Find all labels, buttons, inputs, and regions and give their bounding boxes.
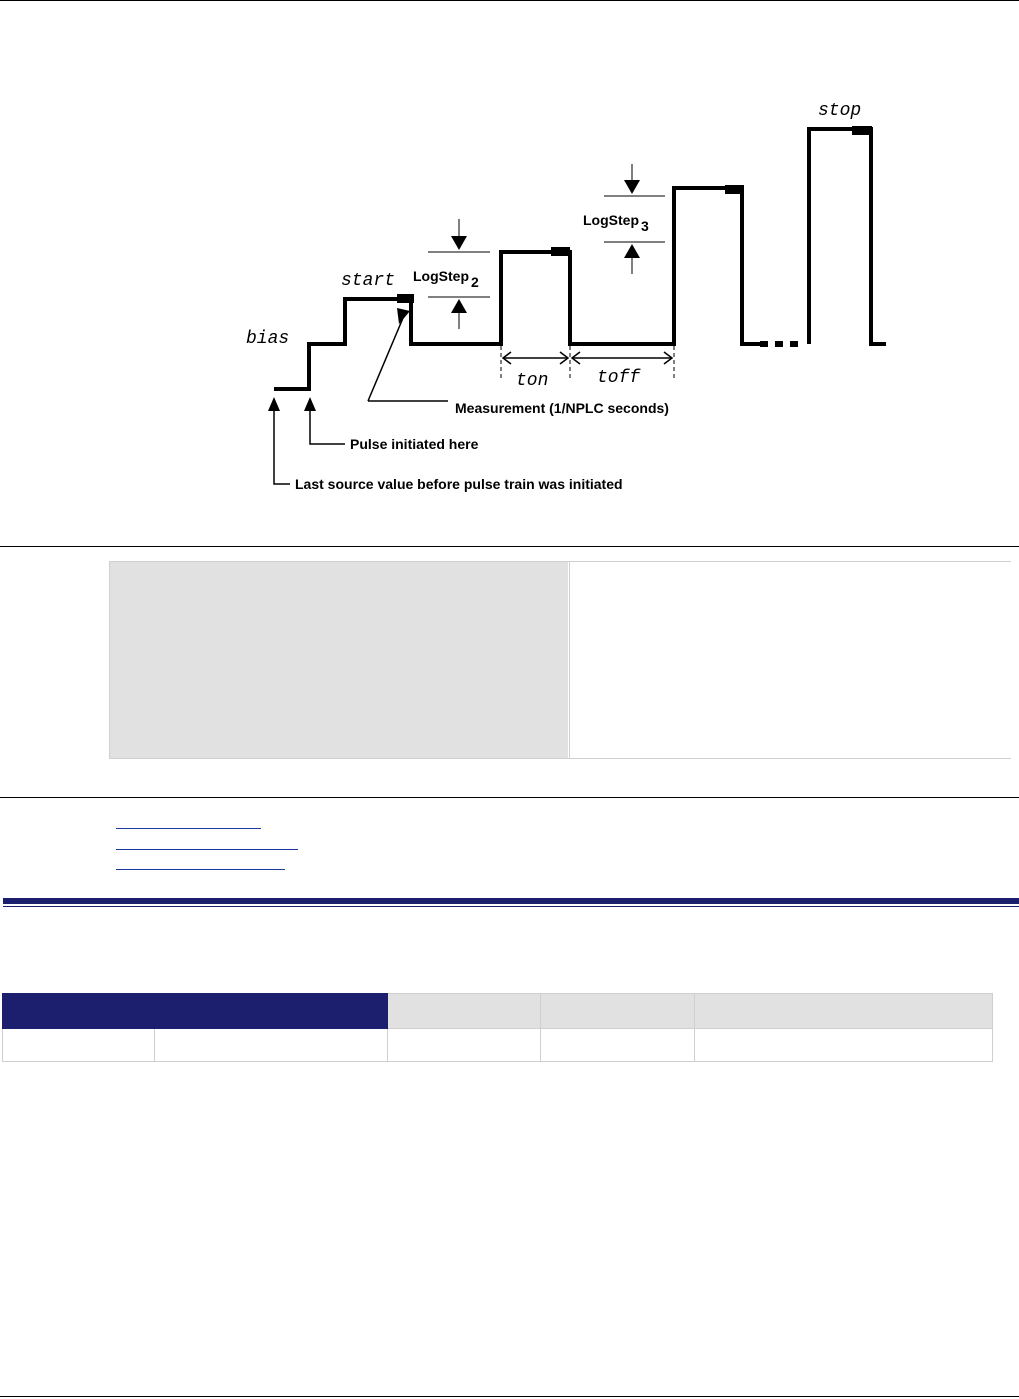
attributes-table (2, 993, 993, 1062)
arrow-down-icon (624, 180, 640, 194)
measurement-block-4 (852, 126, 872, 135)
also-see-link-2[interactable] (116, 849, 298, 850)
measurement-leader (368, 318, 403, 401)
table-cell (155, 1029, 388, 1062)
table-header-cell (155, 994, 388, 1029)
heading-rule (3, 898, 1019, 904)
footer-rule (0, 1396, 1019, 1397)
pulse-initiated-callout: Pulse initiated here (350, 436, 479, 452)
example-code-cell (110, 562, 568, 758)
ellipsis-dash-1 (760, 341, 768, 347)
ton-label: ton (516, 371, 549, 391)
table-cell (541, 1029, 695, 1062)
logstep2-label: LogStep 2 (413, 268, 479, 290)
table-cell (3, 1029, 155, 1062)
measurement-block-2 (551, 247, 570, 256)
last-source-leader (274, 410, 290, 484)
arrow-up-icon (304, 397, 316, 411)
pulse-initiated-leader (310, 410, 345, 444)
last-source-callout: Last source value before pulse train was initiated (295, 476, 623, 492)
pulse-waveform-final (809, 129, 886, 344)
table-row (3, 1029, 993, 1062)
example-description-cell (569, 562, 1011, 758)
table-header-cell (541, 994, 695, 1029)
table-header-cell (3, 994, 155, 1029)
table-cell (388, 1029, 541, 1062)
arrow-up-icon (397, 308, 410, 324)
example-table (109, 561, 1011, 759)
logstep3-label: LogStep 3 (583, 212, 649, 234)
ellipsis-dash-3 (790, 341, 798, 347)
toff-label: toff (597, 368, 641, 388)
stop-label: stop (818, 101, 862, 121)
measurement-block-1 (397, 294, 414, 303)
ellipsis-dash-2 (775, 341, 783, 347)
arrow-down-icon (451, 236, 467, 250)
section-divider (0, 797, 1019, 798)
table-header-cell (695, 994, 993, 1029)
heading-rule-thin (3, 906, 1019, 907)
section-divider (0, 546, 1019, 547)
table-header-row (3, 994, 993, 1029)
start-label: start (341, 271, 396, 291)
arrow-up-icon (624, 244, 640, 258)
pulse-train-diagram (0, 0, 1019, 540)
arrow-up-icon (451, 299, 467, 313)
table-header-cell (388, 994, 541, 1029)
arrow-up-icon (268, 397, 280, 411)
also-see-link-3[interactable] (116, 869, 285, 870)
also-see-link-1[interactable] (116, 828, 261, 829)
bias-label: bias (246, 329, 290, 349)
measurement-callout: Measurement (1/NPLC seconds) (455, 400, 669, 416)
measurement-block-3 (725, 185, 744, 194)
table-cell (695, 1029, 993, 1062)
